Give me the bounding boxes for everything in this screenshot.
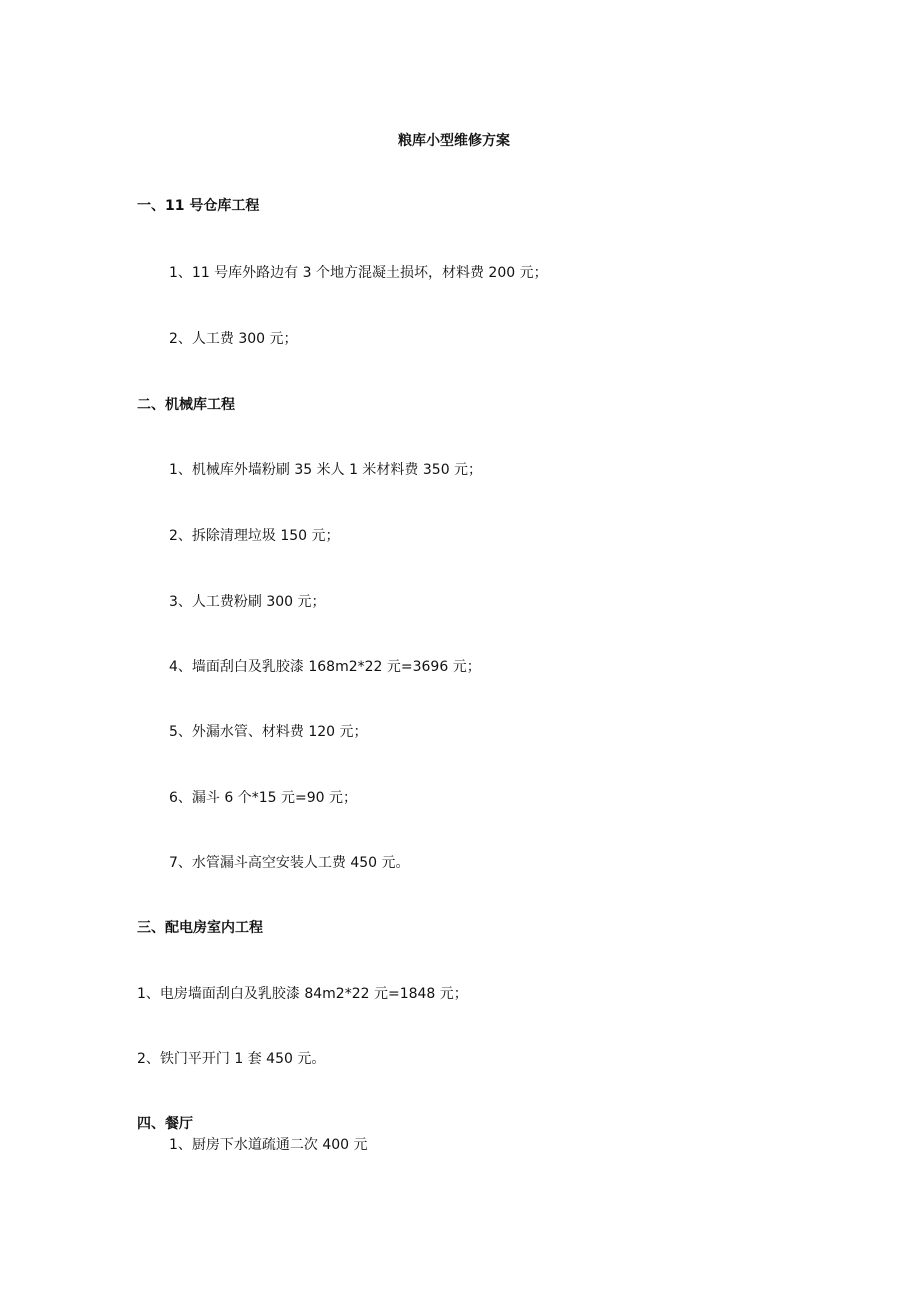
list-item: 5、外漏水管、材料费 120 元； [169, 724, 368, 740]
section-heading-canteen: 四、餐厅 [137, 1116, 193, 1132]
list-item: 1、11 号库外路边有 3 个地方混凝土损坏，材料费 200 元； [169, 265, 548, 281]
list-item: 2、人工费 300 元； [169, 331, 298, 347]
section-heading-warehouse-11: 一、11 号仓库工程 [137, 198, 260, 214]
list-item: 3、人工费粉刷 300 元； [169, 594, 326, 610]
page-title: 粮库小型维修方案 [398, 133, 510, 149]
list-item: 2、铁门平开门 1 套 450 元。 [137, 1051, 326, 1067]
list-item: 1、电房墙面刮白及乳胶漆 84m2*22 元=1848 元； [137, 986, 468, 1002]
list-item: 2、拆除清理垃圾 150 元； [169, 528, 340, 544]
section-heading-machinery-warehouse: 二、机械库工程 [137, 397, 235, 413]
list-item: 1、机械库外墙粉刷 35 米人 1 米材料费 350 元； [169, 462, 483, 478]
section-heading-power-room: 三、配电房室内工程 [137, 920, 263, 936]
list-item: 7、水管漏斗高空安装人工费 450 元。 [169, 855, 410, 871]
list-item: 1、厨房下水道疏通二次 400 元 [169, 1137, 368, 1153]
list-item: 6、漏斗 6 个*15 元=90 元； [169, 790, 357, 806]
list-item: 4、墙面刮白及乳胶漆 168m2*22 元=3696 元； [169, 659, 481, 675]
